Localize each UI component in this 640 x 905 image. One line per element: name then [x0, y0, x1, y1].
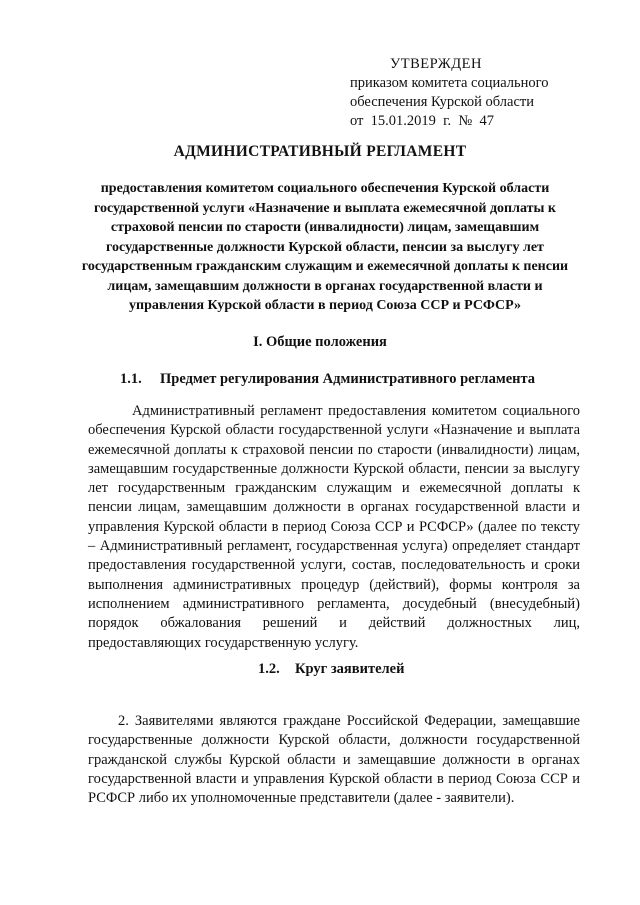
approval-number-sign: № — [458, 113, 473, 129]
approval-line-1: приказом комитета социального — [350, 75, 549, 91]
section-heading: I. Общие положения — [253, 334, 387, 350]
subsection-number: 1.2. — [258, 661, 280, 677]
approval-number: 47 — [479, 113, 494, 129]
document-subtitle: предоставления комитетом социального обеспечения Курской области государственной услуги «Назначение и выплата ежемесячной доплаты к страховой пенсии по старости (инвалидности) лицам, замещавшим государственные должности Курской области, пенсии за выслугу лет государственным гражданским служащим и ежемесячной доплаты к пенсии лицам, замещавшим должности в органах государственной власти и управления Курской области в период Союза ССР и РСФСР» — [81, 181, 569, 313]
document-title: АДМИНИСТРАТИВНЫЙ РЕГЛАМЕНТ — [173, 143, 467, 160]
subsection-number: 1.1. — [120, 371, 142, 387]
approval-date-prefix: от — [350, 113, 364, 129]
paragraph-applicants: 2. Заявителями являются граждане Российской Федерации, замещавшие государственные должности Курской области, должности государственной гражданской службы Курской области и замещавшие должности в органах государственной власти и управления Курской области в период Союза ССР и РСФСР либо их уполномоченные представители (далее - заявители). — [88, 713, 580, 807]
approval-date-line — [350, 112, 610, 131]
approval-stamp: УТВЕРЖДЕН — [390, 56, 482, 72]
approval-date: 15.01.2019 — [370, 113, 436, 129]
paragraph-subject: Административный регламент предоставления комитетом социального обеспечения Курской области государственной услуги «Назначение и выплата ежемесячной доплаты к страховой пенсии по старости (инвалидности) лицам, замещавшим государственные должности Курской области, пенсии за выслугу лет государственным гражданским служащим и ежемесячной доплаты к пенсии лицам, замещавшим должности в органах государственной власти и управления Курской области в период Союза ССР и РСФСР» (далее по тексту – Административный регламент, государственная услуга) определяет стандарт предоставления государственной услуги, состав, последовательность и сроки выполнения административных процедур (действий), формы контроля за исполнением административного регламента, досудебный (внесудебный) порядок обжалования решений и действий должностных лиц, предоставляющих государственную услугу. — [88, 403, 580, 651]
approval-line-2: обеспечения Курской области — [350, 94, 534, 110]
approval-year-suffix: г. — [443, 113, 452, 129]
subsection-title: Предмет регулирования Административного регламента — [160, 371, 536, 387]
approval-block — [350, 55, 610, 131]
subsection-heading-1-2 — [258, 661, 404, 678]
subsection-heading-1-1 — [120, 371, 535, 388]
subsection-title: Круг заявителей — [295, 661, 405, 677]
